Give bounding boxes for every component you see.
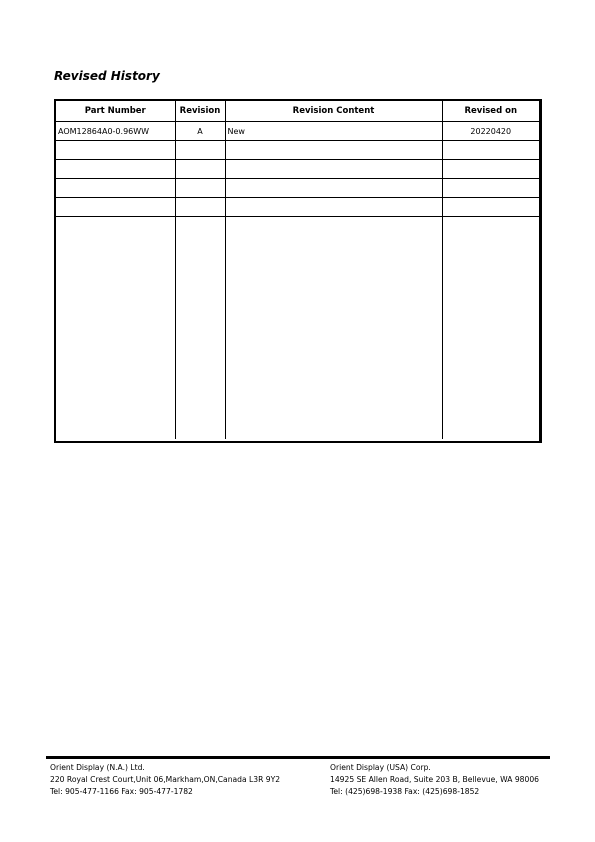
cell-revision: [175, 160, 225, 179]
cell-part-number: AOM12864A0-0.96WW: [56, 122, 175, 141]
cell-revision: [175, 179, 225, 198]
footer-divider: [46, 756, 550, 759]
cell-part-number: [56, 179, 175, 198]
footer-contact: Tel: 905-477-1166 Fax: 905-477-1782: [50, 787, 193, 796]
table-row: [56, 122, 539, 141]
footer-company-name: Orient Display (USA) Corp.: [330, 763, 431, 772]
blank-cell: [442, 217, 539, 440]
cell-revised-on: [442, 198, 539, 217]
footer-canada-office: [50, 762, 280, 798]
cell-revision: [175, 141, 225, 160]
cell-revision-content: [225, 179, 442, 198]
header-revised-on: Revised on: [442, 101, 539, 122]
table-row: [56, 141, 539, 160]
cell-revision-content: [225, 160, 442, 179]
footer-contact: Tel: (425)698-1938 Fax: (425)698-1852: [330, 787, 480, 796]
blank-cell: [225, 217, 442, 440]
header-revision: Revision: [175, 101, 225, 122]
blank-cell: [175, 217, 225, 440]
header-part-number: Part Number: [56, 101, 175, 122]
cell-revised-on: [442, 179, 539, 198]
table-header-row: [56, 101, 539, 122]
footer-address: 220 Royal Crest Court,Unit 06,Markham,ON,Canada L3R 9Y2: [50, 775, 281, 784]
blank-cell: [56, 217, 175, 440]
cell-part-number: [56, 198, 175, 217]
page-title: Revised History: [54, 69, 160, 83]
footer-address: 14925 SE Allen Road, Suite 203 B, Bellevue, WA 98006: [330, 775, 539, 784]
cell-revision: A: [175, 122, 225, 141]
footer-company-name: Orient Display (N.A.) Ltd.: [50, 763, 145, 772]
cell-revision-content: [225, 198, 442, 217]
header-revision-content: Revision Content: [225, 101, 442, 122]
table-row: [56, 160, 539, 179]
cell-revised-on: [442, 141, 539, 160]
revision-history-table: [54, 99, 542, 443]
table-row: [56, 179, 539, 198]
cell-part-number: [56, 160, 175, 179]
cell-revised-on: [442, 160, 539, 179]
footer-usa-office: [330, 762, 539, 798]
table-row: [56, 198, 539, 217]
cell-revised-on: 20220420: [442, 122, 539, 141]
cell-revision-content: New: [225, 122, 442, 141]
table-blank-area: [56, 217, 539, 440]
cell-revision-content: [225, 141, 442, 160]
cell-part-number: [56, 141, 175, 160]
cell-revision: [175, 198, 225, 217]
